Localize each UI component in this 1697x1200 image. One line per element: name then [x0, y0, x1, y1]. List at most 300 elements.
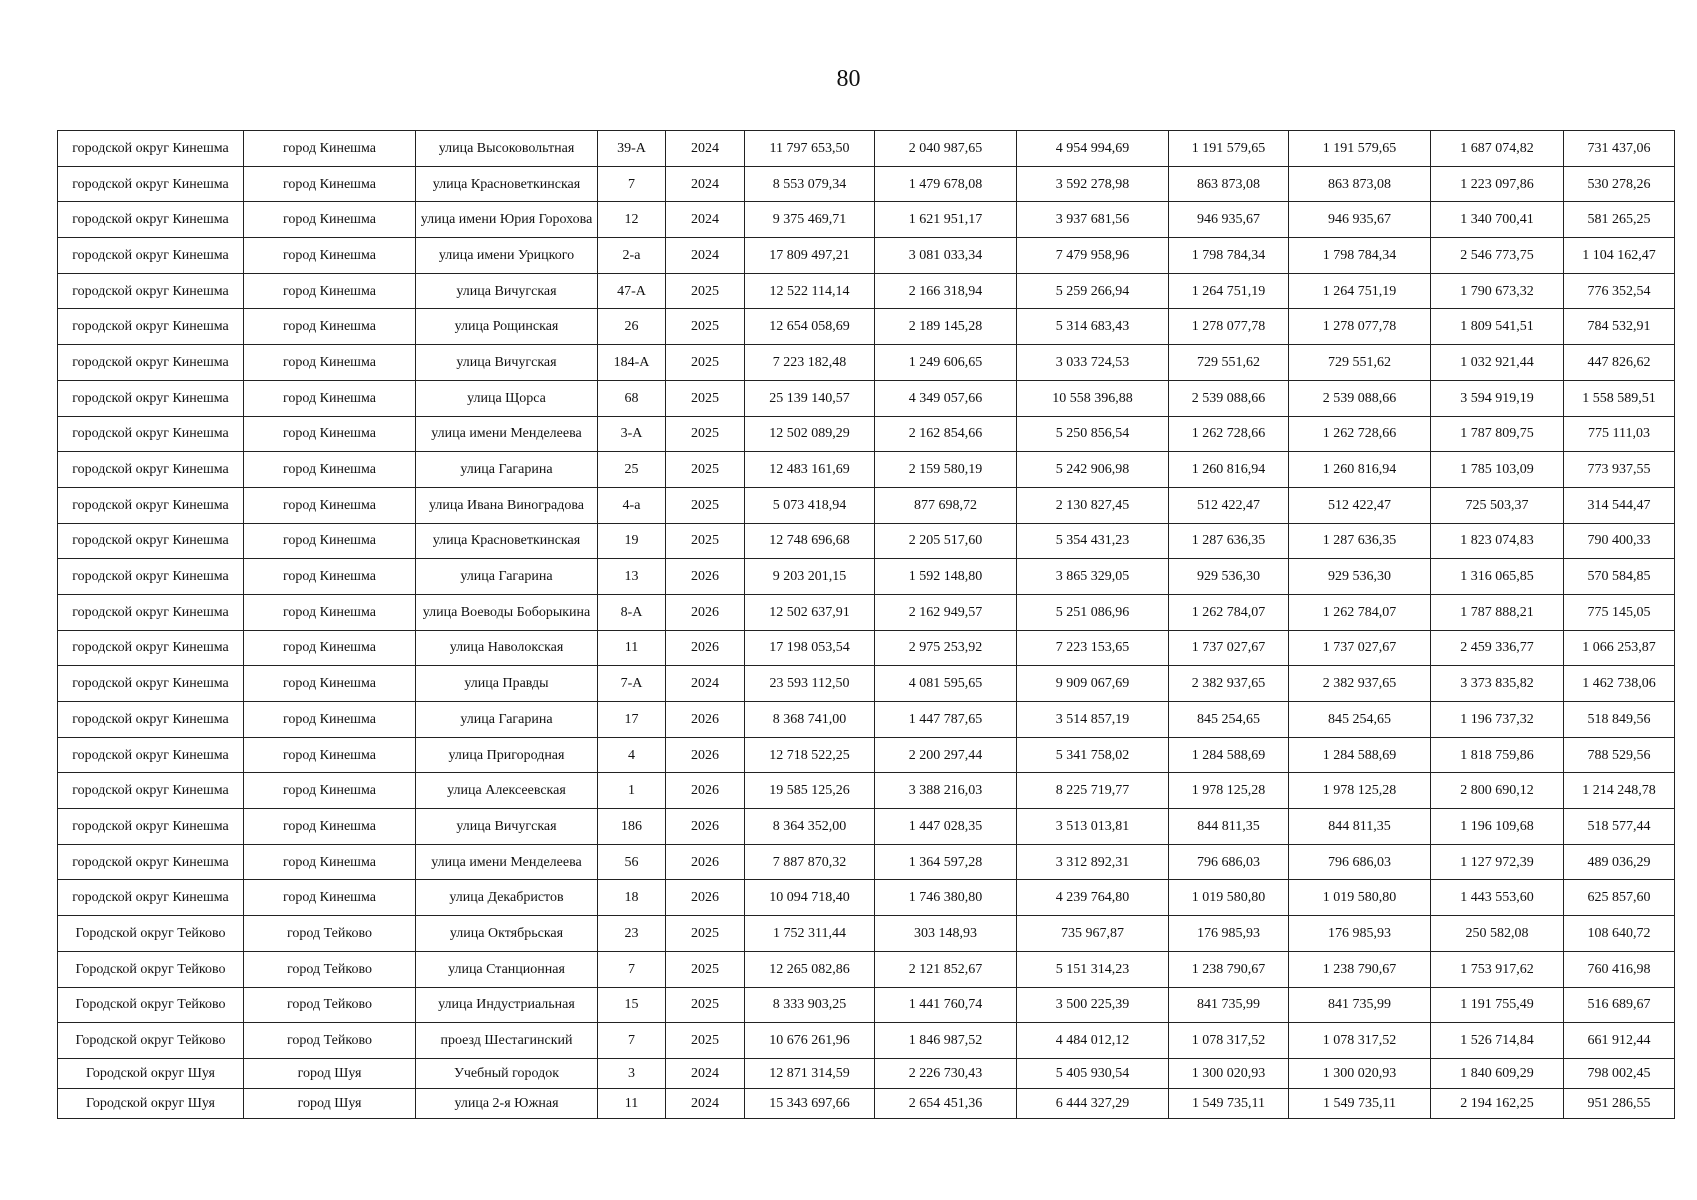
amount-cell-7: 775 111,03 [1564, 416, 1675, 452]
amount-cell-5: 1 260 816,94 [1289, 452, 1431, 488]
table-row [58, 309, 1675, 345]
amount-cell-7: 314 544,47 [1564, 487, 1675, 523]
amount-cell-7: 790 400,33 [1564, 523, 1675, 559]
settlement-cell: город Кинешма [244, 880, 416, 916]
amount-cell-4: 729 551,62 [1169, 345, 1289, 381]
amount-cell-7: 661 912,44 [1564, 1023, 1675, 1059]
street-cell: улица Правды [416, 666, 598, 702]
amount-cell-7: 447 826,62 [1564, 345, 1675, 381]
street-cell: улица Вичугская [416, 345, 598, 381]
house-number-cell: 4 [598, 737, 666, 773]
amount-cell-4: 929 536,30 [1169, 559, 1289, 595]
municipality-cell: Городской округ Шуя [58, 1088, 244, 1118]
street-cell: улица Декабристов [416, 880, 598, 916]
street-cell: улица Гагарина [416, 702, 598, 738]
amount-cell-4: 946 935,67 [1169, 202, 1289, 238]
total-cost-cell: 9 375 469,71 [745, 202, 875, 238]
settlement-cell: город Шуя [244, 1058, 416, 1088]
table-row [58, 487, 1675, 523]
amount-cell-4: 1 300 020,93 [1169, 1058, 1289, 1088]
amount-cell-2: 1 447 028,35 [875, 809, 1017, 845]
year-cell: 2024 [666, 131, 745, 167]
total-cost-cell: 12 502 089,29 [745, 416, 875, 452]
amount-cell-7: 1 558 589,51 [1564, 380, 1675, 416]
total-cost-cell: 8 333 903,25 [745, 987, 875, 1023]
amount-cell-6: 1 840 609,29 [1431, 1058, 1564, 1088]
amount-cell-5: 176 985,93 [1289, 916, 1431, 952]
total-cost-cell: 23 593 112,50 [745, 666, 875, 702]
amount-cell-5: 1 078 317,52 [1289, 1023, 1431, 1059]
year-cell: 2025 [666, 523, 745, 559]
total-cost-cell: 1 752 311,44 [745, 916, 875, 952]
page-number: 80 [836, 66, 861, 92]
house-number-cell: 25 [598, 452, 666, 488]
amount-cell-5: 1 262 728,66 [1289, 416, 1431, 452]
street-cell: улица Октябрьская [416, 916, 598, 952]
amount-cell-6: 1 787 809,75 [1431, 416, 1564, 452]
house-number-cell: 1 [598, 773, 666, 809]
house-number-cell: 7 [598, 166, 666, 202]
amount-cell-3: 3 592 278,98 [1017, 166, 1169, 202]
amount-cell-2: 1 447 787,65 [875, 702, 1017, 738]
house-number-cell: 12 [598, 202, 666, 238]
register-table [57, 130, 1675, 1119]
street-cell: улица Станционная [416, 951, 598, 987]
amount-cell-3: 5 405 930,54 [1017, 1058, 1169, 1088]
house-number-cell: 184-А [598, 345, 666, 381]
amount-cell-5: 1 549 735,11 [1289, 1088, 1431, 1118]
house-number-cell: 56 [598, 844, 666, 880]
table-row [58, 452, 1675, 488]
table-row [58, 202, 1675, 238]
amount-cell-5: 841 735,99 [1289, 987, 1431, 1023]
house-number-cell: 47-А [598, 273, 666, 309]
street-cell: улица Наволокская [416, 630, 598, 666]
amount-cell-3: 5 314 683,43 [1017, 309, 1169, 345]
amount-cell-7: 518 577,44 [1564, 809, 1675, 845]
house-number-cell: 3 [598, 1058, 666, 1088]
amount-cell-6: 725 503,37 [1431, 487, 1564, 523]
street-cell: улица Красноветкинская [416, 166, 598, 202]
amount-cell-6: 1 223 097,86 [1431, 166, 1564, 202]
year-cell: 2026 [666, 844, 745, 880]
year-cell: 2025 [666, 1023, 745, 1059]
amount-cell-4: 1 549 735,11 [1169, 1088, 1289, 1118]
amount-cell-5: 796 686,03 [1289, 844, 1431, 880]
table-row [58, 880, 1675, 916]
amount-cell-7: 1 462 738,06 [1564, 666, 1675, 702]
total-cost-cell: 12 871 314,59 [745, 1058, 875, 1088]
amount-cell-7: 784 532,91 [1564, 309, 1675, 345]
amount-cell-7: 788 529,56 [1564, 737, 1675, 773]
amount-cell-3: 9 909 067,69 [1017, 666, 1169, 702]
amount-cell-6: 1 443 553,60 [1431, 880, 1564, 916]
amount-cell-7: 530 278,26 [1564, 166, 1675, 202]
amount-cell-6: 1 032 921,44 [1431, 345, 1564, 381]
municipality-cell: городской округ Кинешма [58, 630, 244, 666]
amount-cell-4: 1 238 790,67 [1169, 951, 1289, 987]
amount-cell-7: 570 584,85 [1564, 559, 1675, 595]
amount-cell-4: 1 264 751,19 [1169, 273, 1289, 309]
total-cost-cell: 8 368 741,00 [745, 702, 875, 738]
municipality-cell: городской округ Кинешма [58, 809, 244, 845]
year-cell: 2026 [666, 702, 745, 738]
year-cell: 2025 [666, 380, 745, 416]
street-cell: улица Алексеевская [416, 773, 598, 809]
amount-cell-6: 250 582,08 [1431, 916, 1564, 952]
street-cell: Учебный городок [416, 1058, 598, 1088]
total-cost-cell: 5 073 418,94 [745, 487, 875, 523]
amount-cell-5: 1 978 125,28 [1289, 773, 1431, 809]
amount-cell-6: 1 127 972,39 [1431, 844, 1564, 880]
municipality-cell: Городской округ Шуя [58, 1058, 244, 1088]
amount-cell-4: 1 284 588,69 [1169, 737, 1289, 773]
street-cell: улица Гагарина [416, 559, 598, 595]
municipality-cell: городской округ Кинешма [58, 737, 244, 773]
year-cell: 2024 [666, 1058, 745, 1088]
house-number-cell: 7 [598, 1023, 666, 1059]
amount-cell-5: 1 278 077,78 [1289, 309, 1431, 345]
amount-cell-6: 1 687 074,82 [1431, 131, 1564, 167]
table-row [58, 523, 1675, 559]
year-cell: 2024 [666, 238, 745, 274]
total-cost-cell: 12 654 058,69 [745, 309, 875, 345]
municipality-cell: городской округ Кинешма [58, 380, 244, 416]
amount-cell-2: 3 388 216,03 [875, 773, 1017, 809]
settlement-cell: город Тейково [244, 951, 416, 987]
amount-cell-6: 1 785 103,09 [1431, 452, 1564, 488]
amount-cell-2: 3 081 033,34 [875, 238, 1017, 274]
amount-cell-6: 1 818 759,86 [1431, 737, 1564, 773]
table-row [58, 1058, 1675, 1088]
total-cost-cell: 12 718 522,25 [745, 737, 875, 773]
amount-cell-2: 2 162 854,66 [875, 416, 1017, 452]
total-cost-cell: 15 343 697,66 [745, 1088, 875, 1118]
settlement-cell: город Кинешма [244, 559, 416, 595]
year-cell: 2025 [666, 273, 745, 309]
settlement-cell: город Кинешма [244, 309, 416, 345]
settlement-cell: город Тейково [244, 1023, 416, 1059]
settlement-cell: город Кинешма [244, 666, 416, 702]
amount-cell-5: 1 191 579,65 [1289, 131, 1431, 167]
house-number-cell: 3-А [598, 416, 666, 452]
amount-cell-6: 1 191 755,49 [1431, 987, 1564, 1023]
amount-cell-6: 2 459 336,77 [1431, 630, 1564, 666]
settlement-cell: город Тейково [244, 987, 416, 1023]
amount-cell-5: 1 287 636,35 [1289, 523, 1431, 559]
amount-cell-4: 844 811,35 [1169, 809, 1289, 845]
table-row [58, 166, 1675, 202]
total-cost-cell: 25 139 140,57 [745, 380, 875, 416]
municipality-cell: городской округ Кинешма [58, 131, 244, 167]
amount-cell-7: 489 036,29 [1564, 844, 1675, 880]
table-row [58, 773, 1675, 809]
amount-cell-7: 798 002,45 [1564, 1058, 1675, 1088]
table-row [58, 345, 1675, 381]
amount-cell-6: 3 594 919,19 [1431, 380, 1564, 416]
year-cell: 2024 [666, 1088, 745, 1118]
street-cell: улица Индустриальная [416, 987, 598, 1023]
total-cost-cell: 12 748 696,68 [745, 523, 875, 559]
settlement-cell: город Кинешма [244, 737, 416, 773]
amount-cell-2: 2 200 297,44 [875, 737, 1017, 773]
year-cell: 2025 [666, 309, 745, 345]
municipality-cell: городской округ Кинешма [58, 238, 244, 274]
amount-cell-4: 796 686,03 [1169, 844, 1289, 880]
amount-cell-2: 2 162 949,57 [875, 594, 1017, 630]
street-cell: улица Высоковольтная [416, 131, 598, 167]
amount-cell-2: 2 654 451,36 [875, 1088, 1017, 1118]
amount-cell-5: 1 262 784,07 [1289, 594, 1431, 630]
amount-cell-2: 2 166 318,94 [875, 273, 1017, 309]
municipality-cell: городской округ Кинешма [58, 702, 244, 738]
table-body [58, 131, 1675, 1119]
house-number-cell: 23 [598, 916, 666, 952]
table-row [58, 951, 1675, 987]
total-cost-cell: 12 502 637,91 [745, 594, 875, 630]
table-row [58, 737, 1675, 773]
amount-cell-4: 2 539 088,66 [1169, 380, 1289, 416]
table-row [58, 380, 1675, 416]
municipality-cell: городской округ Кинешма [58, 773, 244, 809]
amount-cell-2: 1 846 987,52 [875, 1023, 1017, 1059]
amount-cell-4: 845 254,65 [1169, 702, 1289, 738]
amount-cell-2: 4 349 057,66 [875, 380, 1017, 416]
settlement-cell: город Шуя [244, 1088, 416, 1118]
settlement-cell: город Тейково [244, 916, 416, 952]
amount-cell-6: 1 787 888,21 [1431, 594, 1564, 630]
street-cell: улица Вичугская [416, 273, 598, 309]
amount-cell-3: 2 130 827,45 [1017, 487, 1169, 523]
street-cell: улица Ивана Виноградова [416, 487, 598, 523]
amount-cell-2: 2 205 517,60 [875, 523, 1017, 559]
house-number-cell: 18 [598, 880, 666, 916]
amount-cell-4: 863 873,08 [1169, 166, 1289, 202]
table-row [58, 809, 1675, 845]
municipality-cell: городской округ Кинешма [58, 523, 244, 559]
table-row [58, 844, 1675, 880]
amount-cell-5: 2 539 088,66 [1289, 380, 1431, 416]
amount-cell-2: 1 364 597,28 [875, 844, 1017, 880]
amount-cell-2: 2 189 145,28 [875, 309, 1017, 345]
total-cost-cell: 17 198 053,54 [745, 630, 875, 666]
amount-cell-5: 844 811,35 [1289, 809, 1431, 845]
total-cost-cell: 19 585 125,26 [745, 773, 875, 809]
municipality-cell: городской округ Кинешма [58, 309, 244, 345]
amount-cell-4: 1 260 816,94 [1169, 452, 1289, 488]
amount-cell-2: 1 621 951,17 [875, 202, 1017, 238]
year-cell: 2025 [666, 416, 745, 452]
municipality-cell: городской округ Кинешма [58, 594, 244, 630]
amount-cell-5: 729 551,62 [1289, 345, 1431, 381]
amount-cell-2: 2 226 730,43 [875, 1058, 1017, 1088]
amount-cell-6: 1 790 673,32 [1431, 273, 1564, 309]
amount-cell-4: 1 737 027,67 [1169, 630, 1289, 666]
total-cost-cell: 12 522 114,14 [745, 273, 875, 309]
amount-cell-4: 1 262 728,66 [1169, 416, 1289, 452]
house-number-cell: 4-а [598, 487, 666, 523]
amount-cell-4: 1 019 580,80 [1169, 880, 1289, 916]
settlement-cell: город Кинешма [244, 523, 416, 559]
amount-cell-3: 3 865 329,05 [1017, 559, 1169, 595]
house-number-cell: 13 [598, 559, 666, 595]
amount-cell-3: 3 937 681,56 [1017, 202, 1169, 238]
amount-cell-3: 735 967,87 [1017, 916, 1169, 952]
amount-cell-2: 1 441 760,74 [875, 987, 1017, 1023]
settlement-cell: город Кинешма [244, 131, 416, 167]
amount-cell-6: 1 823 074,83 [1431, 523, 1564, 559]
house-number-cell: 186 [598, 809, 666, 845]
amount-cell-7: 731 437,06 [1564, 131, 1675, 167]
year-cell: 2024 [666, 666, 745, 702]
street-cell: улица 2-я Южная [416, 1088, 598, 1118]
amount-cell-2: 2 121 852,67 [875, 951, 1017, 987]
street-cell: улица Красноветкинская [416, 523, 598, 559]
amount-cell-3: 5 341 758,02 [1017, 737, 1169, 773]
settlement-cell: город Кинешма [244, 594, 416, 630]
municipality-cell: городской округ Кинешма [58, 273, 244, 309]
amount-cell-6: 1 196 737,32 [1431, 702, 1564, 738]
amount-cell-7: 581 265,25 [1564, 202, 1675, 238]
settlement-cell: город Кинешма [244, 345, 416, 381]
amount-cell-3: 7 223 153,65 [1017, 630, 1169, 666]
amount-cell-7: 775 145,05 [1564, 594, 1675, 630]
amount-cell-5: 1 264 751,19 [1289, 273, 1431, 309]
table-row [58, 1023, 1675, 1059]
amount-cell-7: 516 689,67 [1564, 987, 1675, 1023]
settlement-cell: город Кинешма [244, 416, 416, 452]
amount-cell-6: 1 526 714,84 [1431, 1023, 1564, 1059]
amount-cell-2: 4 081 595,65 [875, 666, 1017, 702]
amount-cell-3: 3 514 857,19 [1017, 702, 1169, 738]
amount-cell-3: 5 251 086,96 [1017, 594, 1169, 630]
amount-cell-6: 3 373 835,82 [1431, 666, 1564, 702]
table-row [58, 702, 1675, 738]
amount-cell-7: 625 857,60 [1564, 880, 1675, 916]
street-cell: улица имени Юрия Горохова [416, 202, 598, 238]
settlement-cell: город Кинешма [244, 273, 416, 309]
house-number-cell: 7-А [598, 666, 666, 702]
table-row [58, 594, 1675, 630]
amount-cell-7: 518 849,56 [1564, 702, 1675, 738]
total-cost-cell: 8 364 352,00 [745, 809, 875, 845]
total-cost-cell: 10 094 718,40 [745, 880, 875, 916]
house-number-cell: 39-А [598, 131, 666, 167]
street-cell: улица Рощинская [416, 309, 598, 345]
amount-cell-3: 4 484 012,12 [1017, 1023, 1169, 1059]
street-cell: улица имени Менделеева [416, 416, 598, 452]
year-cell: 2026 [666, 559, 745, 595]
street-cell: улица Воеводы Боборыкина [416, 594, 598, 630]
amount-cell-4: 1 191 579,65 [1169, 131, 1289, 167]
amount-cell-4: 176 985,93 [1169, 916, 1289, 952]
house-number-cell: 8-А [598, 594, 666, 630]
amount-cell-5: 1 284 588,69 [1289, 737, 1431, 773]
settlement-cell: город Кинешма [244, 380, 416, 416]
street-cell: улица Пригородная [416, 737, 598, 773]
amount-cell-6: 2 800 690,12 [1431, 773, 1564, 809]
municipality-cell: Городской округ Тейково [58, 916, 244, 952]
amount-cell-6: 1 809 541,51 [1431, 309, 1564, 345]
amount-cell-7: 776 352,54 [1564, 273, 1675, 309]
table-row [58, 559, 1675, 595]
amount-cell-3: 8 225 719,77 [1017, 773, 1169, 809]
year-cell: 2025 [666, 916, 745, 952]
amount-cell-4: 1 287 636,35 [1169, 523, 1289, 559]
municipality-cell: городской округ Кинешма [58, 666, 244, 702]
amount-cell-2: 877 698,72 [875, 487, 1017, 523]
amount-cell-7: 1 214 248,78 [1564, 773, 1675, 809]
amount-cell-5: 845 254,65 [1289, 702, 1431, 738]
total-cost-cell: 12 265 082,86 [745, 951, 875, 987]
amount-cell-6: 2 546 773,75 [1431, 238, 1564, 274]
year-cell: 2026 [666, 809, 745, 845]
table-row [58, 273, 1675, 309]
amount-cell-3: 5 151 314,23 [1017, 951, 1169, 987]
settlement-cell: город Кинешма [244, 702, 416, 738]
amount-cell-6: 1 753 917,62 [1431, 951, 1564, 987]
amount-cell-5: 1 300 020,93 [1289, 1058, 1431, 1088]
municipality-cell: городской округ Кинешма [58, 452, 244, 488]
municipality-cell: городской округ Кинешма [58, 487, 244, 523]
amount-cell-6: 1 340 700,41 [1431, 202, 1564, 238]
amount-cell-3: 4 239 764,80 [1017, 880, 1169, 916]
amount-cell-2: 2 975 253,92 [875, 630, 1017, 666]
table-row [58, 416, 1675, 452]
settlement-cell: город Кинешма [244, 452, 416, 488]
house-number-cell: 2-а [598, 238, 666, 274]
year-cell: 2025 [666, 345, 745, 381]
settlement-cell: город Кинешма [244, 487, 416, 523]
amount-cell-2: 1 249 606,65 [875, 345, 1017, 381]
amount-cell-3: 3 500 225,39 [1017, 987, 1169, 1023]
settlement-cell: город Кинешма [244, 844, 416, 880]
municipality-cell: городской округ Кинешма [58, 345, 244, 381]
table-row [58, 916, 1675, 952]
amount-cell-5: 863 873,08 [1289, 166, 1431, 202]
settlement-cell: город Кинешма [244, 773, 416, 809]
amount-cell-6: 1 316 065,85 [1431, 559, 1564, 595]
street-cell: улица имени Урицкого [416, 238, 598, 274]
settlement-cell: город Кинешма [244, 166, 416, 202]
total-cost-cell: 8 553 079,34 [745, 166, 875, 202]
table-row [58, 131, 1675, 167]
amount-cell-3: 4 954 994,69 [1017, 131, 1169, 167]
amount-cell-7: 1 104 162,47 [1564, 238, 1675, 274]
amount-cell-6: 2 194 162,25 [1431, 1088, 1564, 1118]
table-row [58, 666, 1675, 702]
amount-cell-2: 1 746 380,80 [875, 880, 1017, 916]
amount-cell-7: 1 066 253,87 [1564, 630, 1675, 666]
amount-cell-4: 1 078 317,52 [1169, 1023, 1289, 1059]
settlement-cell: город Кинешма [244, 809, 416, 845]
year-cell: 2025 [666, 452, 745, 488]
street-cell: улица Щорса [416, 380, 598, 416]
year-cell: 2026 [666, 773, 745, 809]
amount-cell-5: 1 798 784,34 [1289, 238, 1431, 274]
total-cost-cell: 12 483 161,69 [745, 452, 875, 488]
amount-cell-5: 929 536,30 [1289, 559, 1431, 595]
total-cost-cell: 7 223 182,48 [745, 345, 875, 381]
year-cell: 2024 [666, 166, 745, 202]
total-cost-cell: 17 809 497,21 [745, 238, 875, 274]
amount-cell-7: 773 937,55 [1564, 452, 1675, 488]
year-cell: 2026 [666, 630, 745, 666]
year-cell: 2025 [666, 987, 745, 1023]
house-number-cell: 19 [598, 523, 666, 559]
house-number-cell: 26 [598, 309, 666, 345]
amount-cell-3: 5 354 431,23 [1017, 523, 1169, 559]
